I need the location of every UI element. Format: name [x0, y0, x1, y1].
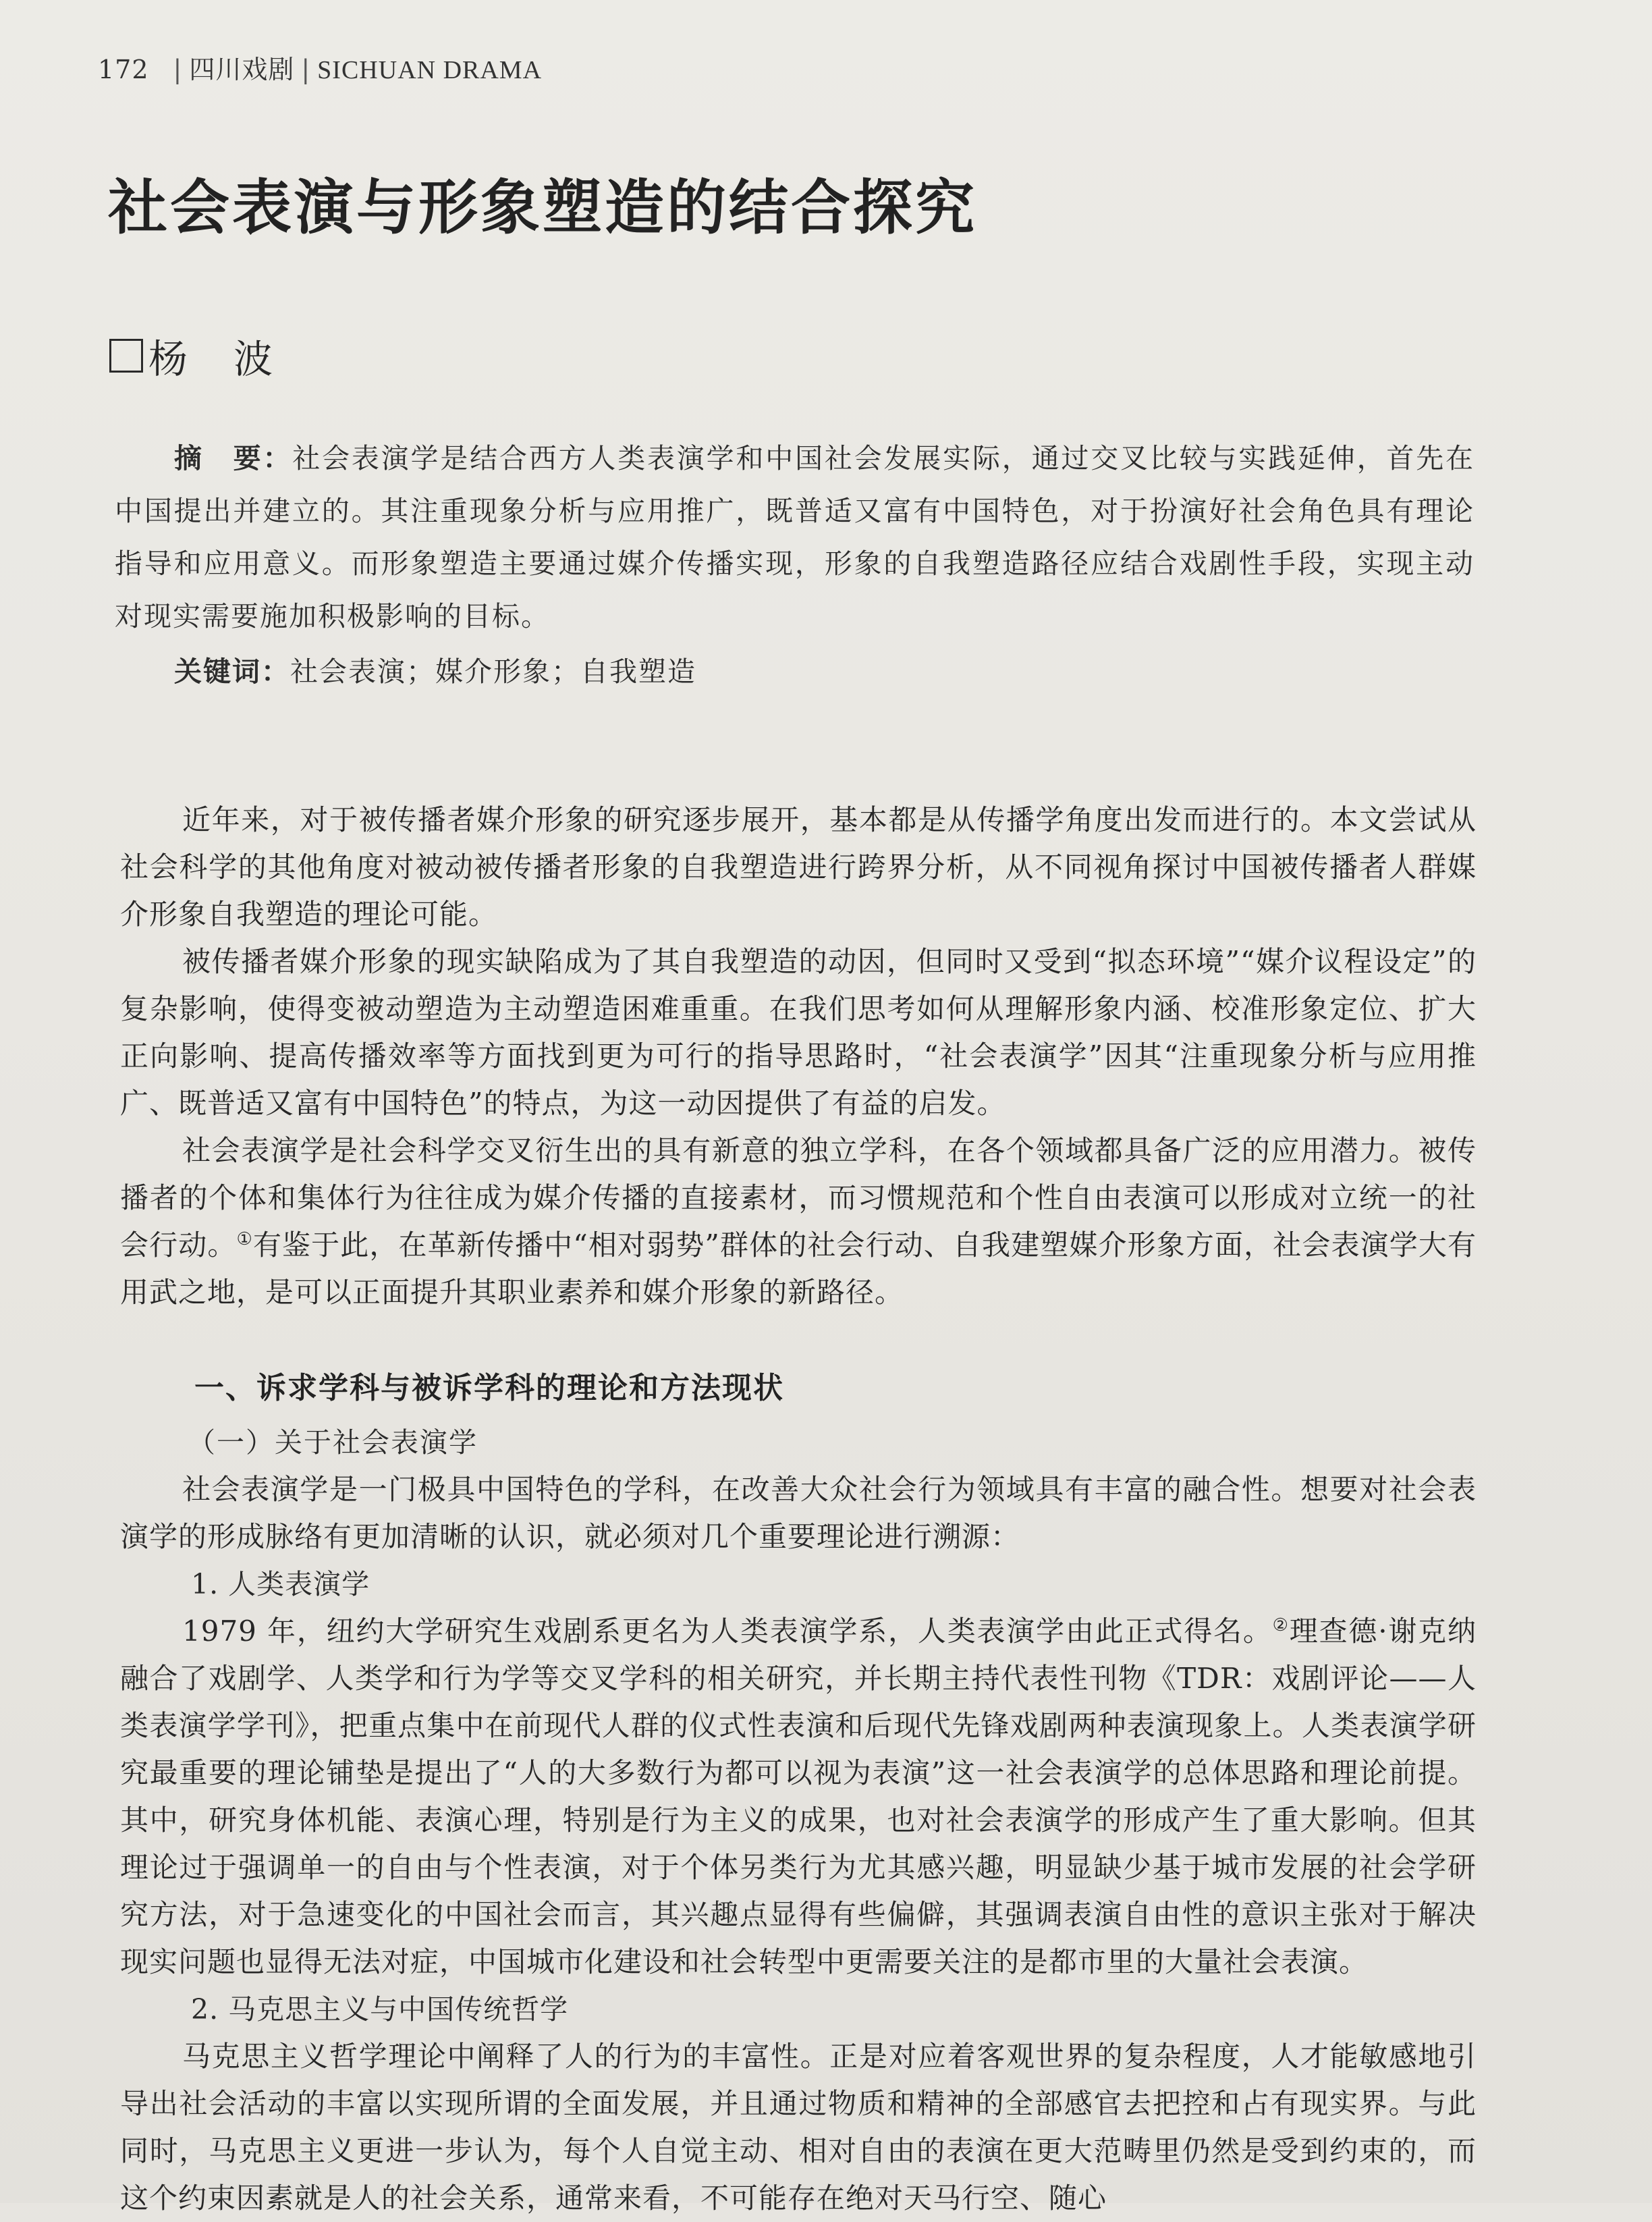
footnote-ref: ② — [1272, 1615, 1290, 1635]
author-name-part1: 杨 — [148, 336, 191, 382]
body-paragraph: 近年来，对于被传播者媒介形象的研究逐步展开，基本都是从传播学角度出发而进行的。本文尝试从社会科学的其他角度对被动被传播者形象的自我塑造进行跨界分析，从不同视角探讨中国被传播者人群媒介形象自我塑造的理论可能。 — [120, 803, 1477, 931]
abstract-block — [115, 432, 1475, 698]
article-title: 社会表演与形象塑造的结合探究 — [108, 172, 978, 242]
list-heading: 1. 人类表演学 — [191, 1568, 370, 1600]
paragraph-text: 理查德·谢克纳融合了戏剧学、人类学和行为学等交叉学科的相关研究，并长期主持代表性刊物《TDR：戏剧评论——人类表演学学刊》，把重点集中在前现代人群的仪式性表演和后现代先锋戏剧两种表演现象上。人类表演学研究最重要的理论铺垫是提出了“人的大多数行为都可以视为表演”这一社会表演学的总体思路和理论前提。其中，研究身体机能、表演心理，特别是行为主义的成果，也对社会表演学的形成产生了重大影响。但其理论过于强调单一的自由与个性表演，对于个体另类行为尤其感兴趣，明显缺少基于城市发展的社会学研究方法，对于急速变化的中国社会而言，其兴趣点显得有些偏僻，其强调表演自由性的意识主张对于解决现实问题也显得无法对症，中国城市化建设和社会转型中更需要关注的是都市里的大量社会表演。 — [120, 1615, 1477, 1978]
running-header — [98, 49, 542, 86]
abstract-paragraph — [115, 432, 1475, 643]
body-paragraph: 马克思主义哲学理论中阐释了人的行为的丰富性。正是对应着客观世界的复杂程度，人才能敏感地引导出社会活动的丰富以实现所谓的全面发展，并且通过物质和精神的全部感官去把控和占有现实界。与此同时，马克思主义更进一步认为，每个人自觉主动、相对自由的表演在更大范畴里仍然是受到约束的，而这个约束因素就是人的社会关系，通常来看，不可能存在绝对天马行空、随心 — [120, 2040, 1477, 2215]
header-separator: | — [301, 55, 311, 84]
paragraph-text: 1979 年，纽约大学研究生戏剧系更名为人类表演学系，人类表演学由此正式得名。 — [182, 1615, 1273, 1648]
paragraph-text: 有鉴于此，在革新传播中“相对弱势”群体的社会行动、自我建塑媒介形象方面，社会表演学大有用武之地，是可以正面提升其职业素养和媒介形象的新路径。 — [120, 1228, 1477, 1309]
paragraph-text: 社会表演学是社会科学交叉衍生出的具有新意的独立学科，在各个领域都具备广泛的应用潜力。被传播者的个体和集体行为往往成为媒介传播的直接素材，而习惯规范和个性自由表演可以形成对立统一的社会行动。 — [120, 1134, 1477, 1262]
body-paragraph — [120, 1608, 1477, 1986]
body-paragraph: 社会表演学是一门极具中国特色的学科，在改善大众社会行为领域具有丰富的融合性。想要对社会表演学的形成脉络有更加清晰的认识，就必须对几个重要理论进行溯源： — [120, 1473, 1477, 1553]
abstract-label: 摘 要： — [174, 442, 293, 475]
keywords-label: 关键词： — [174, 655, 290, 688]
abstract-text: 社会表演学是结合西方人类表演学和中国社会发展实际，通过交叉比较与实践延伸，首先在中国提出并建立的。其注重现象分析与应用推广，既普适又富有中国特色，对于扮演好社会角色具有理论指导和应用意义。而形象塑造主要通过媒介传播实现，形象的自我塑造路径应结合戏剧性手段，实现主动对现实需要施加积极影响的目标。 — [115, 442, 1475, 632]
journal-name-en: SICHUAN DRAMA — [317, 56, 543, 84]
author-line — [109, 327, 275, 384]
body-paragraph: 被传播者媒介形象的现实缺陷成为了其自我塑造的动因，但同时又受到“拟态环境”“媒介议程设定”的复杂影响，使得变被动塑造为主动塑造困难重重。在我们思考如何从理解形象内涵、校准形象定位、扩大正向影响、提高传播效率等方面找到更为可行的指导思路时，“社会表演学”因其“注重现象分析与应用推广、既普适又富有中国特色”的特点，为这一动因提供了有益的启发。 — [120, 945, 1477, 1120]
author-name-part2: 波 — [233, 336, 276, 382]
body-paragraph — [120, 1127, 1477, 1316]
author-box-icon — [109, 339, 143, 373]
list-heading: 2. 马克思主义与中国传统哲学 — [191, 1993, 569, 2026]
journal-name-cn: 四川戏剧 — [189, 55, 295, 84]
subsection-heading: （一）关于社会表演学 — [188, 1426, 478, 1459]
section-heading: 一、诉求学科与被诉学科的理论和方法现状 — [194, 1371, 784, 1405]
page-number: 172 — [98, 55, 149, 84]
keywords-text: 社会表演；媒介形象；自我塑造 — [290, 655, 696, 688]
footnote-ref: ① — [236, 1229, 253, 1249]
keywords-paragraph — [115, 645, 1475, 698]
header-separator: | — [173, 55, 183, 84]
article-body — [120, 796, 1477, 2222]
